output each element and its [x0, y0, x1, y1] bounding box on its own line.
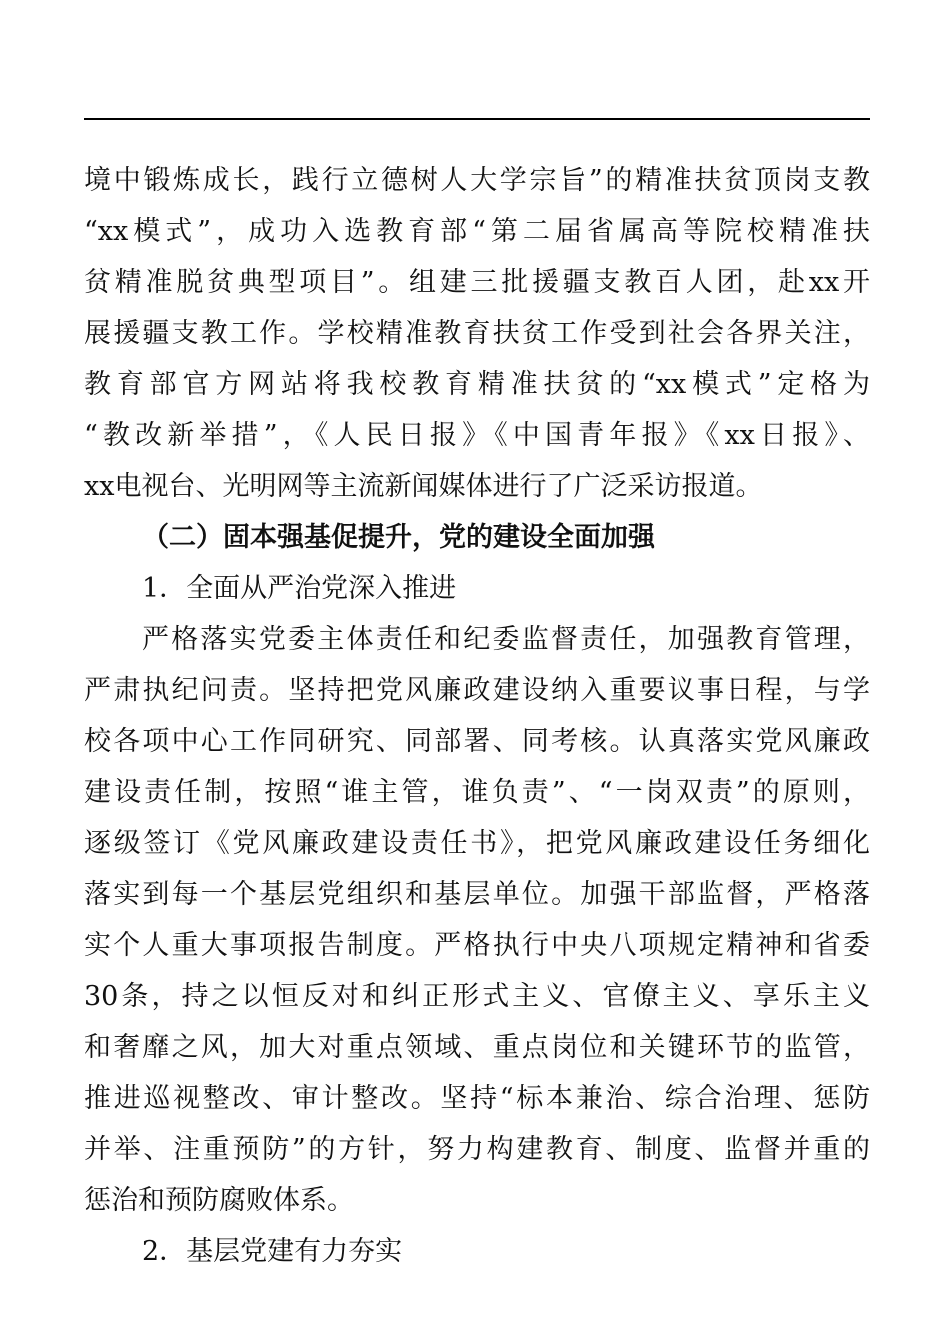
paragraph-line: 30条，持之以恒反对和纠正形式主义、官僚主义、享乐主义	[84, 981, 870, 1012]
section-heading: （二）固本强基促提升，党的建设全面加强	[142, 522, 655, 553]
paragraph-poverty-alleviation	[84, 155, 870, 512]
paragraph-line: 推进巡视整改、审计整改。坚持“标本兼治、综合治理、惩防	[84, 1083, 870, 1114]
paragraph-line: 教育部官方网站将我校教育精准扶贫的“xx模式”定格为	[84, 369, 870, 400]
paragraph-line: 惩治和预防腐败体系。	[84, 1185, 354, 1216]
paragraph-line: 和奢靡之风，加大对重点领域、重点岗位和关键环节的监管，	[84, 1032, 870, 1063]
paragraph-party-discipline	[84, 614, 870, 1226]
paragraph-line: 建设责任制，按照“谁主管，谁负责”、“一岗双责”的原则，	[84, 777, 870, 808]
subsection-heading-2: 2．基层党建有力夯实	[142, 1236, 403, 1267]
paragraph-line: 严肃执纪问责。坚持把党风廉政建设纳入重要议事日程，与学	[84, 675, 870, 706]
paragraph-line: 并举、注重预防”的方针，努力构建教育、制度、监督并重的	[84, 1134, 870, 1165]
paragraph-line: 严格落实党委主体责任和纪委监督责任，加强教育管理，	[142, 624, 870, 655]
paragraph-line: xx电视台、光明网等主流新闻媒体进行了广泛采访报道。	[84, 471, 763, 502]
paragraph-line: 展援疆支教工作。学校精准教育扶贫工作受到社会各界关注，	[84, 318, 870, 349]
paragraph-line: 落实到每一个基层党组织和基层单位。加强干部监督，严格落	[84, 879, 870, 910]
paragraph-line: 逐级签订《党风廉政建设责任书》，把党风廉政建设任务细化	[84, 828, 870, 859]
paragraph-line: “xx模式”，成功入选教育部“第二届省属高等院校精准扶	[84, 216, 870, 247]
paragraph-line: 校各项中心工作同研究、同部署、同考核。认真落实党风廉政	[84, 726, 870, 757]
paragraph-line: “教改新举措”，《人民日报》《中国青年报》《xx日报》、	[84, 420, 870, 451]
paragraph-line: 实个人重大事项报告制度。严格执行中央八项规定精神和省委	[84, 930, 870, 961]
subsection-heading-1: 1．全面从严治党深入推进	[142, 573, 457, 604]
document-page	[84, 155, 870, 1277]
header-rule	[84, 118, 870, 120]
paragraph-line: 境中锻炼成长，践行立德树人大学宗旨”的精准扶贫顶岗支教	[84, 165, 870, 196]
paragraph-line: 贫精准脱贫典型项目”。组建三批援疆支教百人团，赴xx开	[84, 267, 870, 298]
